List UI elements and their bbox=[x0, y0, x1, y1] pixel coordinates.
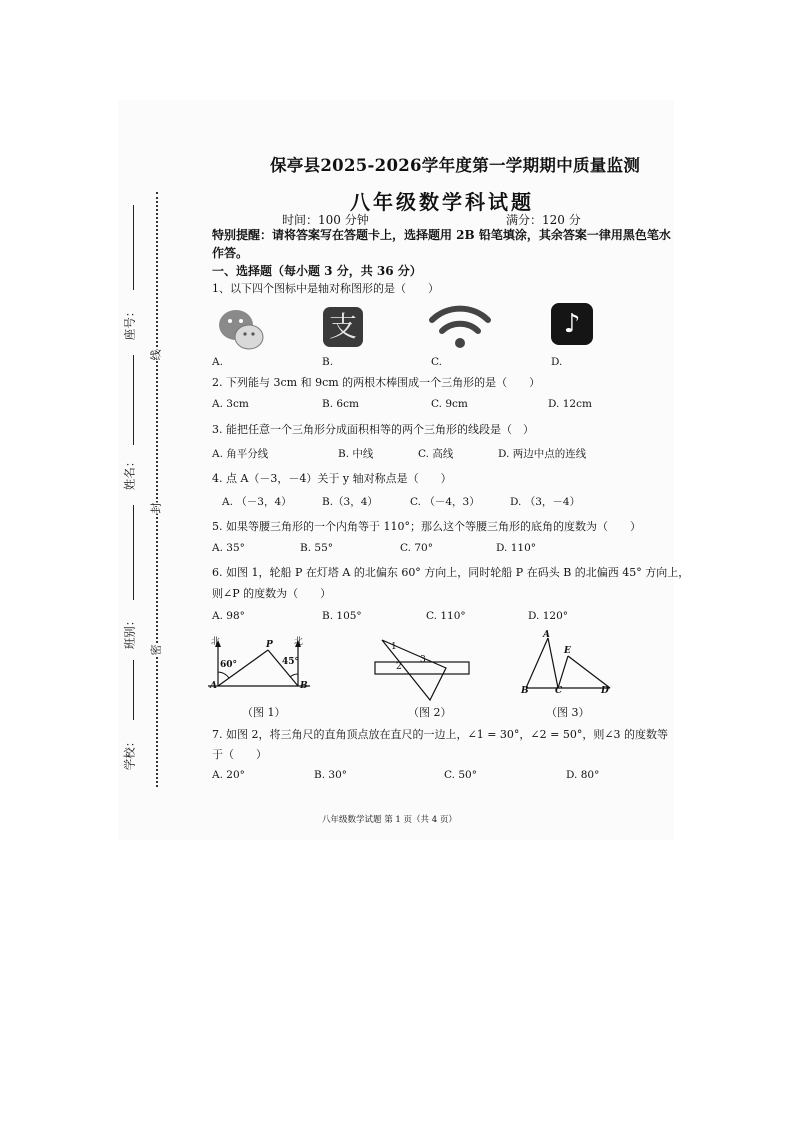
q1-option-d: D. bbox=[551, 356, 563, 368]
fig3-point-b: B bbox=[521, 686, 529, 696]
alipay-icon: 支 bbox=[323, 307, 363, 347]
q2-option-c: C. 9cm bbox=[431, 398, 468, 410]
exam-title-line1: 保亭县2025-2026学年度第一学期期中质量监测 bbox=[270, 156, 641, 175]
question-7-stem: 7. 如图 2，将三角尺的直角顶点放在直尺的一边上，∠1 = 30°，∠2 = 50°，则∠3 的度数等 bbox=[212, 728, 669, 741]
q5-option-b: B. 55° bbox=[300, 542, 334, 554]
fig1-point-b: B bbox=[300, 681, 308, 691]
fig1-angle-45: 45° bbox=[282, 657, 300, 667]
class-underline bbox=[133, 505, 134, 600]
q4-option-a: A. （－3，4） bbox=[222, 496, 292, 508]
question-6-stem: 6. 如图 1，轮船 P 在灯塔 A 的北偏东 60° 方向上，同时轮船 P 在码头 B 的北偏西 45° 方向上， bbox=[212, 566, 690, 579]
page-footer: 八年级数学试题 第 1 页（共 4 页） bbox=[322, 815, 457, 825]
question-2-stem: 2. 下列能与 3cm 和 9cm 的两根木棒围成一个三角形的是（ ） bbox=[212, 376, 541, 389]
q7-option-d: D. 80° bbox=[566, 769, 600, 781]
q6-option-b: B. 105° bbox=[322, 610, 362, 622]
q7-option-a: A. 20° bbox=[212, 769, 245, 781]
fig3-point-c: C bbox=[555, 686, 563, 696]
q3-option-b: B. 中线 bbox=[338, 448, 374, 460]
question-7-stem-line2: 于（ ） bbox=[212, 748, 267, 761]
school-label: 学校： bbox=[122, 735, 137, 771]
q3-option-a: A. 角平分线 bbox=[212, 448, 269, 460]
q6-option-d: D. 120° bbox=[528, 610, 569, 622]
fig3-point-e: E bbox=[564, 646, 571, 656]
fig3-point-d: D bbox=[601, 686, 609, 696]
name-label: 姓名： bbox=[122, 455, 137, 491]
class-label: 班别： bbox=[122, 614, 137, 650]
fig2-angle-3: 3 bbox=[420, 655, 426, 665]
exam-time: 时间：100 分钟 bbox=[282, 213, 369, 227]
question-4-stem: 4. 点 A（－3，－4）关于 y 轴对称点是（ ） bbox=[212, 472, 452, 485]
seal-char-mi: 密 bbox=[146, 645, 166, 656]
q1-option-b: B. bbox=[322, 356, 334, 368]
fig1-point-a: A bbox=[210, 681, 217, 691]
fig1-point-p: P bbox=[266, 640, 273, 650]
question-6-stem-line2: 则∠P 的度数为（ ） bbox=[212, 587, 332, 600]
q1-option-a: A. bbox=[212, 356, 223, 368]
q7-option-b: B. 30° bbox=[314, 769, 348, 781]
q2-option-b: B. 6cm bbox=[322, 398, 359, 410]
exam-score: 满分：120 分 bbox=[506, 213, 581, 227]
seal-char-feng: 封 bbox=[146, 503, 166, 514]
fig1-north-left: 北 bbox=[211, 637, 221, 647]
question-3-stem: 3. 能把任意一个三角形分成面积相等的两个三角形的线段是（ ） bbox=[212, 423, 534, 436]
fig1-angle-60: 60° bbox=[220, 660, 238, 670]
q6-option-c: C. 110° bbox=[426, 610, 466, 622]
fig3-point-a: A bbox=[543, 630, 550, 640]
q2-option-d: D. 12cm bbox=[548, 398, 592, 410]
q6-option-a: A. 98° bbox=[212, 610, 245, 622]
q5-option-a: A. 35° bbox=[212, 542, 245, 554]
q4-option-d: D. （3，－4） bbox=[510, 496, 581, 508]
q2-option-a: A. 3cm bbox=[212, 398, 249, 410]
question-5-stem: 5. 如果等腰三角形的一个内角等于 110°；那么这个等腰三角形的底角的度数为（ ） bbox=[212, 520, 641, 533]
wifi-icon bbox=[428, 300, 492, 350]
name-underline bbox=[133, 355, 134, 445]
seal-char-xian: 线 bbox=[146, 350, 166, 361]
figure-2 bbox=[372, 636, 472, 704]
q4-option-c: C. （－4，3） bbox=[410, 496, 480, 508]
q5-option-d: D. 110° bbox=[496, 542, 537, 554]
q4-option-b: B.（3，4） bbox=[322, 496, 378, 508]
q3-option-c: C. 高线 bbox=[418, 448, 454, 460]
fig2-angle-1: 1 bbox=[391, 642, 397, 652]
fig1-caption: （图 1） bbox=[242, 706, 286, 719]
fig2-caption: （图 2） bbox=[408, 706, 452, 719]
fig3-caption: （图 3） bbox=[546, 706, 590, 719]
fig1-north-right: 北 bbox=[294, 637, 304, 647]
exam-notice: 特别提醒：请将答案写在答题卡上，选择题用 2B 铅笔填涂，其余答案一律用黑色笔水作答。 bbox=[212, 228, 671, 260]
exam-title-line2: 八年级数学科试题 bbox=[350, 190, 534, 214]
tiktok-icon: ♪ bbox=[551, 303, 593, 345]
wechat-icon bbox=[217, 306, 265, 352]
q3-option-d: D. 两边中点的连线 bbox=[498, 448, 587, 460]
section1-title: 一、选择题（每小题 3 分，共 36 分） bbox=[212, 264, 422, 278]
school-underline bbox=[133, 660, 134, 720]
fig2-angle-2: 2 bbox=[396, 662, 402, 672]
seal-dotted-line bbox=[156, 192, 158, 787]
question-1-stem: 1、以下四个图标中是轴对称图形的是（ ） bbox=[212, 282, 439, 295]
seat-label: 座号： bbox=[122, 305, 137, 341]
seat-underline bbox=[133, 205, 134, 290]
q5-option-c: C. 70° bbox=[400, 542, 433, 554]
q7-option-c: C. 50° bbox=[444, 769, 477, 781]
q1-option-c: C. bbox=[431, 356, 442, 368]
